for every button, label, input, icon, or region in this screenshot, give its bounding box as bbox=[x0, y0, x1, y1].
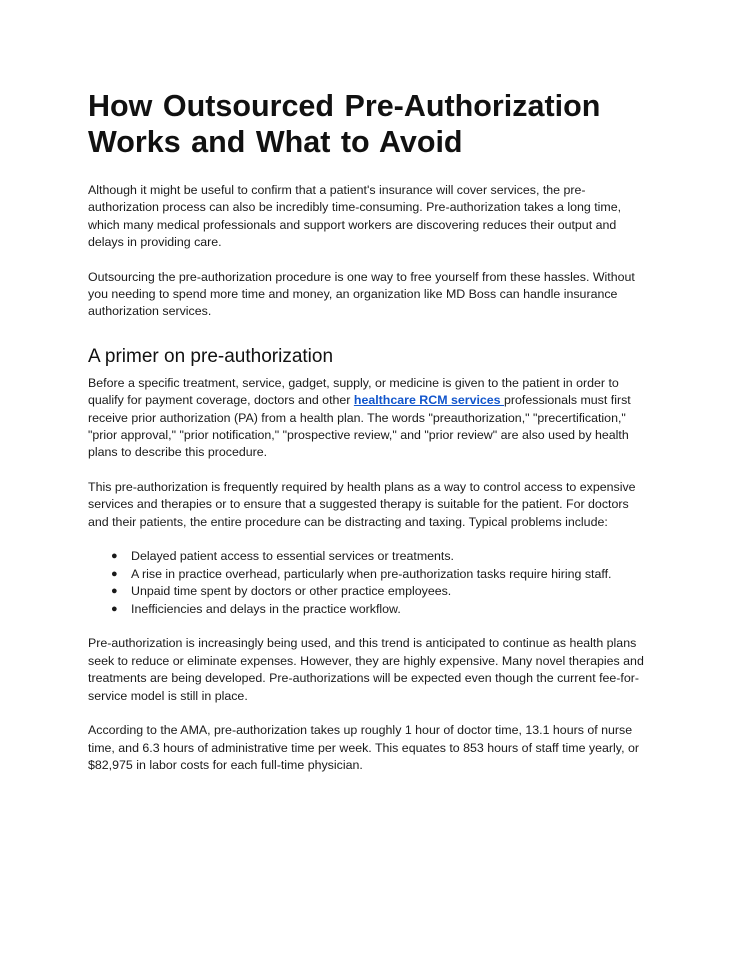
list-item bbox=[111, 583, 650, 601]
page-title: How Outsourced Pre-Authorization Works and What to Avoid bbox=[88, 89, 601, 159]
document-page bbox=[88, 88, 650, 791]
intro-paragraph-1: Although it might be useful to confirm that a patient's insurance will cover services, the pre-authorization process can also be incredibly time-consuming. Pre-authorization takes a long time, which many medical professionals and support workers are discovering reduces their output and delays in providing care. bbox=[88, 183, 622, 250]
section-heading: A primer on pre-authorization bbox=[88, 345, 334, 367]
list-item-text: Delayed patient access to essential services or treatments. bbox=[131, 549, 454, 564]
list-item bbox=[111, 548, 650, 566]
primer-text-after-link: professionals must first receive prior authorization (PA) from a health plan. The words "preauthorization," "precertification," "prior approval," "prior notification," "prospective review," and "prior review" are also used by health plans to describe this procedure. bbox=[88, 393, 631, 460]
primer-paragraph-1 bbox=[88, 375, 650, 462]
primer-paragraph-2: This pre-authorization is frequently required by health plans as a way to control access to expensive services and therapies or to ensure that a suggested therapy is suitable for the patient. For doctors and their patients, the entire procedure can be distracting and taxing. Typical problems include: bbox=[88, 479, 636, 529]
primer-text-before-link: Before a specific treatment, service, gadget, supply, or medicine is given to the patient in order to qualify for payment coverage, doctors and other bbox=[88, 375, 619, 408]
healthcare-rcm-services-link[interactable]: healthcare RCM services bbox=[353, 393, 505, 408]
list-item-text: Inefficiencies and delays in the practice workflow. bbox=[131, 601, 401, 616]
bullet-icon: ● bbox=[111, 585, 118, 598]
intro-paragraph-2: Outsourcing the pre-authorization procedure is one way to free yourself from these hassles. Without you needing to spend more time and money, an organization like MD Boss can handle insurance authorization services. bbox=[88, 269, 635, 319]
list-item-text: Unpaid time spent by doctors or other practice employees. bbox=[131, 584, 452, 599]
primer-paragraph-4: According to the AMA, pre-authorization takes up roughly 1 hour of doctor time, 13.1 hours of nurse time, and 6.3 hours of administrative time per week. This equates to 853 hours of staff time yearly, or $82,975 in labor costs for each full-time physician. bbox=[88, 723, 639, 772]
list-item-text: A rise in practice overhead, particularly when pre-authorization tasks require hiring staff. bbox=[131, 566, 612, 581]
bullet-icon: ● bbox=[111, 567, 118, 580]
bullet-icon: ● bbox=[111, 550, 118, 563]
problems-list bbox=[88, 548, 650, 618]
list-item bbox=[111, 601, 650, 619]
list-item bbox=[111, 566, 650, 584]
bullet-icon: ● bbox=[111, 602, 118, 615]
primer-paragraph-3: Pre-authorization is increasingly being used, and this trend is anticipated to continue as health plans seek to reduce or eliminate expenses. However, they are highly expensive. Many novel therapies and treatments are being developed. Pre-authorizations will be expected even though the current fee-for-service model is still in place. bbox=[88, 636, 644, 703]
